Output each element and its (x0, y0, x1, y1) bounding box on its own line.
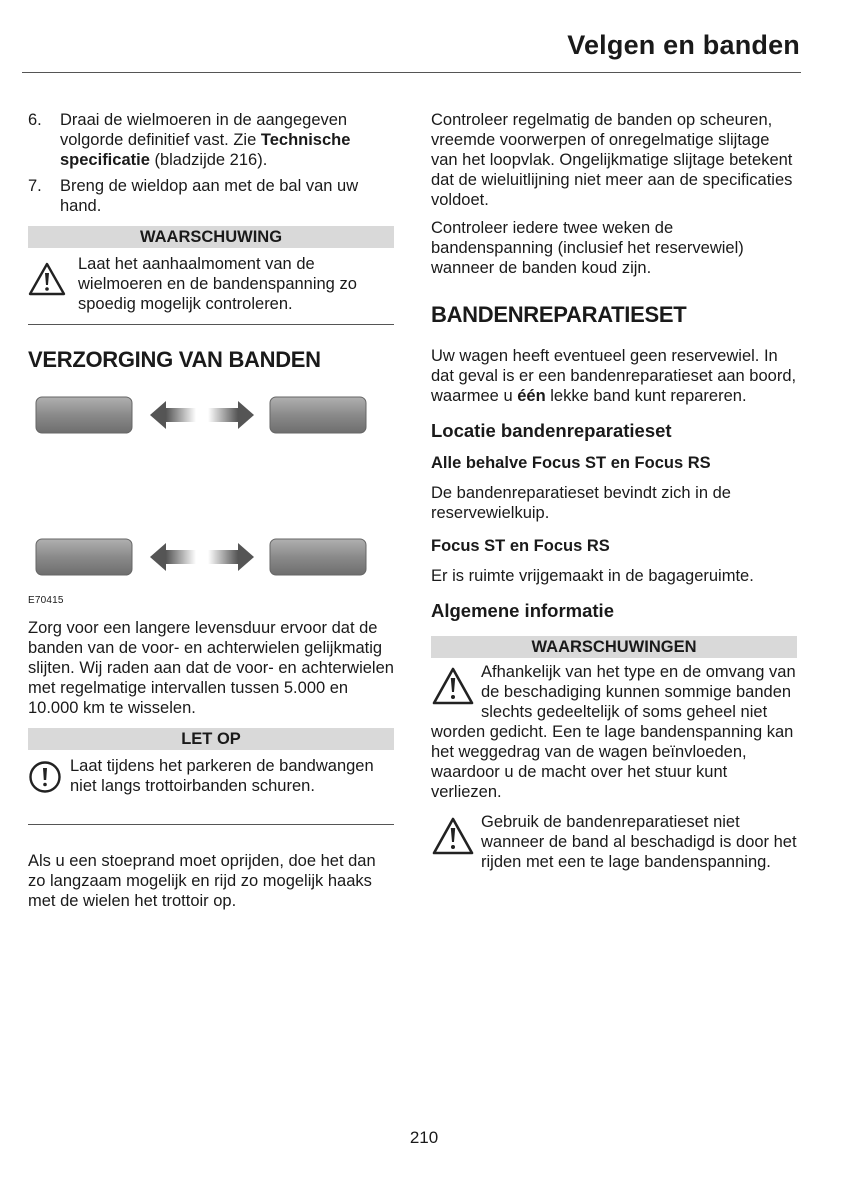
inspection-paragraph: Controleer regelmatig de banden op scheuren, vreemde voorwerpen of onregelmatige slijtage van het loopvlak. Ongelijkmatige slijtage betekent dat de wieluitlijning niet meer aan de specificaties voldoet. (431, 111, 793, 209)
step-link-text: Technische specificatie (60, 131, 351, 169)
warning-triangle-icon (28, 262, 66, 296)
section-title-repair-kit: BANDENREPARATIESET (431, 302, 687, 327)
warning-item (431, 662, 797, 802)
page-title: Velgen en banden (567, 30, 800, 60)
pressure-paragraph: Controleer iedere twee weken de bandenspanning (inclusief het reservewiel) wanneer de banden koud zijn. (431, 219, 744, 277)
rotation-arrow-right-icon (208, 543, 254, 571)
repair-kit-emphasis: één (517, 387, 546, 405)
figure-code: E70415 (28, 595, 64, 606)
step-number: 6. (28, 111, 42, 129)
subheading-st-rs: Focus ST en Focus RS (431, 537, 610, 555)
subheading-all-except-st-rs: Alle behalve Focus ST en Focus RS (431, 454, 711, 472)
repair-kit-paragraph (431, 346, 797, 406)
warning-box (28, 248, 394, 325)
caution-exclamation-icon (28, 760, 62, 794)
front-left-tyre (36, 397, 132, 433)
left-column (28, 110, 394, 911)
caution-text: Laat tijdens het parkeren de bandwangen niet langs trottoirbanden schuren. (70, 757, 374, 795)
rotation-arrow-right-icon (208, 401, 254, 429)
rear-right-tyre (270, 539, 366, 575)
caution-box (28, 750, 394, 825)
subheading-general-info: Algemene informatie (431, 600, 614, 621)
warning-triangle-icon (431, 666, 475, 706)
tyre-rotation-figure (28, 389, 394, 599)
rear-left-tyre (36, 539, 132, 575)
warning-triangle-icon (431, 816, 475, 856)
caution-heading: LET OP (28, 728, 394, 750)
step-text: Breng de wieldop aan met de bal van uw hand. (60, 177, 359, 215)
warnings-box (431, 658, 797, 880)
repair-kit-text: Uw wagen heeft eventueel geen reservewiel. In dat geval is er een bandenreparatieset aan boord, waarmee u (431, 347, 797, 405)
curb-paragraph: Als u een stoeprand moet oprijden, doe het dan zo langzaam mogelijk en rijd zo mogelijk haaks met de wielen het trottoir op. (28, 852, 376, 910)
right-column (431, 110, 797, 880)
rotation-arrow-left-icon (150, 401, 196, 429)
section-title-tyre-care: VERZORGING VAN BANDEN (28, 347, 321, 372)
repair-kit-text-end: lekke band kunt repareren. (545, 387, 747, 405)
warning-item-text: Gebruik de bandenreparatieset niet wanneer de band al beschadigd is door het rijden met een te lage bandenspanning. (481, 813, 797, 871)
st-rs-paragraph: Er is ruimte vrijgemaakt in de bagageruimte. (431, 567, 754, 585)
page-number: 210 (409, 1128, 439, 1147)
step-number: 7. (28, 177, 42, 195)
front-right-tyre (270, 397, 366, 433)
step-7 (28, 176, 394, 216)
warnings-heading: WAARSCHUWINGEN (431, 636, 797, 658)
warning-item-text: Afhankelijk van het type en de omvang van de beschadiging kunnen sommige banden slechts gedeeltelijk of soms geheel niet worden gedicht. Een te lage bandenspanning kan het weggedrag van de wagen beïnvloeden, waardoor u de macht over het stuur kunt verliezen. (431, 663, 796, 801)
tyre-care-paragraph: Zorg voor een langere levensduur ervoor dat de banden van de voor- en achterwielen gelijkmatig slijten. Wij raden aan dat de voor- en achterwielen met regelmatige intervallen tussen 5.000 en 10.000 km te wisselen. (28, 619, 394, 717)
subheading-location: Locatie bandenreparatieset (431, 420, 672, 441)
step-text-end: (bladzijde 216). (149, 151, 268, 169)
location-paragraph: De bandenreparatieset bevindt zich in de reservewielkuip. (431, 484, 731, 522)
warning-heading: WAARSCHUWING (28, 226, 394, 248)
step-text: Draai de wielmoeren in de aangegeven volgorde definitief vast. Zie (60, 111, 348, 149)
warning-text: Laat het aanhaalmoment van de wielmoeren en de bandenspanning zo spoedig mogelijk controleren. (78, 255, 357, 313)
title-rule (22, 72, 801, 73)
rotation-arrow-left-icon (150, 543, 196, 571)
step-6 (28, 110, 394, 170)
step-list (28, 110, 394, 216)
warning-item (431, 812, 797, 872)
